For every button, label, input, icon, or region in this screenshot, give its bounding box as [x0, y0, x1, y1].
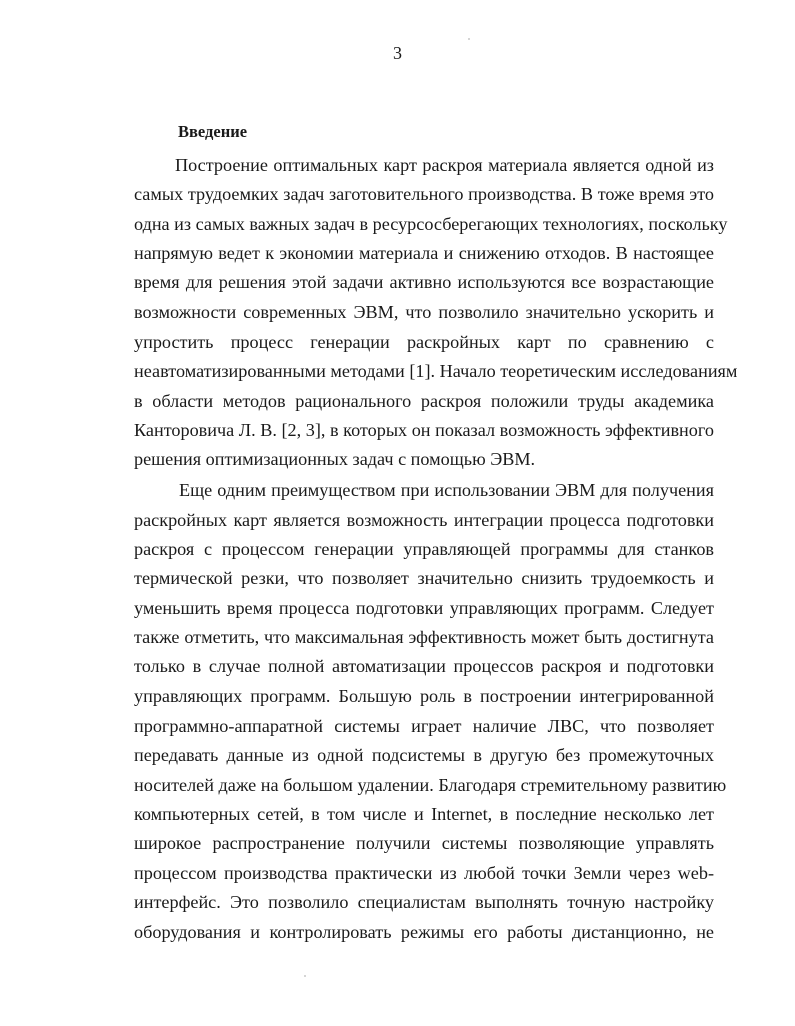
text-line: программно-аппаратной системы играет наличие ЛВС, что позволяет [134, 716, 714, 736]
text-line: самых трудоемких задач заготовительного производства. В тоже время это [134, 184, 714, 204]
scan-speck [468, 38, 470, 40]
text-line: раскройных карт является возможность интеграции процесса подготовки [134, 510, 714, 530]
text-line: неавтоматизированными методами [1]. Начало теоретическим исследованиям [134, 361, 738, 381]
text-line: одна из самых важных задач в ресурсосберегающих технологиях, поскольку [134, 214, 728, 234]
text-line: термической резки, что позволяет значительно снизить трудоемкость и [134, 568, 714, 588]
text-line: процессом производства практически из любой точки Земли через web- [134, 863, 714, 883]
text-line: раскроя с процессом генерации управляющей программы для станков [134, 539, 714, 559]
text-line: напрямую ведет к экономии материала и снижению отходов. В настоящее [134, 243, 714, 263]
text-line: передавать данные из одной подсистемы в другую без промежуточных [134, 745, 714, 765]
text-line: уменьшить время процесса подготовки управляющих программ. Следует [134, 598, 714, 618]
text-line: решения оптимизационных задач с помощью ЭВМ. [134, 449, 536, 469]
page-number: 3 [393, 43, 402, 63]
text-line: оборудования и контролировать режимы его работы дистанционно, не [134, 922, 714, 942]
text-line: Еще одним преимуществом при использовании ЭВМ для получения [179, 480, 714, 500]
text-line: носителей даже на большом удалении. Благодаря стремительному развитию [134, 775, 727, 795]
text-line: управляющих программ. Большую роль в построении интегрированной [134, 686, 714, 706]
text-line: Канторовича Л. В. [2, 3], в которых он показал возможность эффективного [134, 420, 714, 440]
text-line: возможности современных ЭВМ, что позволило значительно ускорить и [134, 302, 714, 322]
text-line: интерфейс. Это позволило специалистам выполнять точную настройку [134, 892, 714, 912]
text-line: широкое распространение получили системы позволяющие управлять [134, 833, 714, 853]
text-line: время для решения этой задачи активно используются все возрастающие [134, 272, 714, 292]
text-line: компьютерных сетей, в том числе и Internet, в последние несколько лет [134, 804, 714, 824]
section-heading: Введение [178, 122, 248, 141]
text-line: также отметить, что максимальная эффективность может быть достигнута [134, 627, 714, 647]
text-line: упростить процесс генерации раскройных карт по сравнению с [134, 332, 714, 352]
text-line: Построение оптимальных карт раскроя материала является одной из [175, 155, 714, 175]
text-line: только в случае полной автоматизации процессов раскроя и подготовки [134, 656, 714, 676]
scan-speck [304, 975, 306, 977]
text-line: в области методов рационального раскроя положили труды академика [134, 391, 714, 411]
